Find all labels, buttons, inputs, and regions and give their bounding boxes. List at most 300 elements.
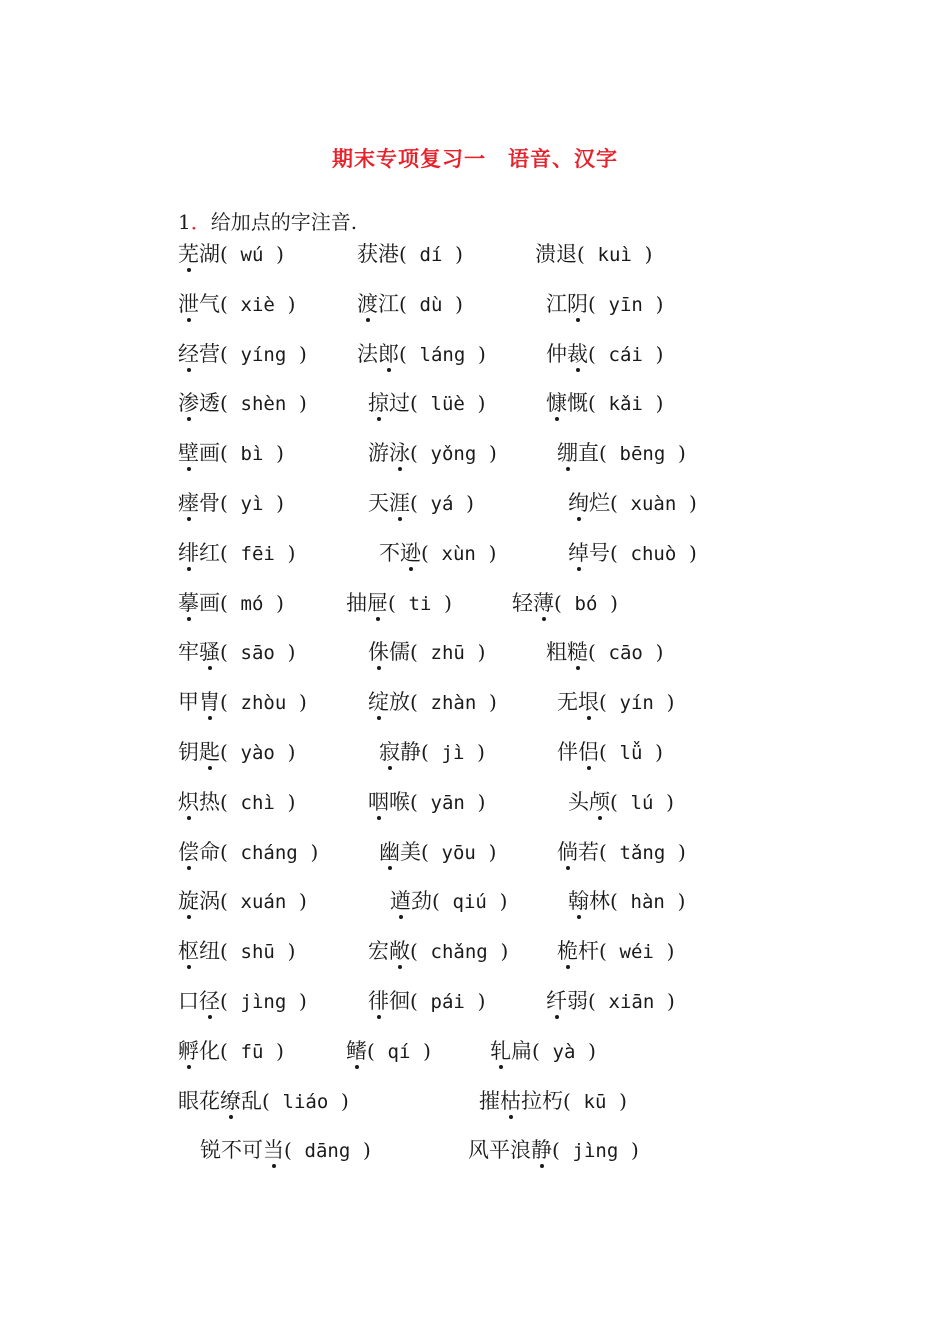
paren-close: ) xyxy=(676,491,697,515)
exercise-item xyxy=(368,389,485,418)
exercise-item xyxy=(379,539,496,568)
paren-close: ) xyxy=(464,391,486,416)
dotted-character: 绽 xyxy=(368,690,389,715)
paren-open: ( xyxy=(432,889,453,914)
exercise-item xyxy=(557,439,686,468)
dotted-character: 绷 xyxy=(557,441,578,466)
word xyxy=(557,840,599,864)
question-separator: ． xyxy=(190,210,211,234)
pinyin-answer: sāo xyxy=(240,642,275,665)
dotted-character: 渗 xyxy=(178,391,199,416)
paren-open: ( xyxy=(421,740,442,764)
word xyxy=(178,989,220,1013)
word xyxy=(178,1089,262,1113)
pinyin-answer: hàn xyxy=(630,891,665,914)
pinyin-answer: yá xyxy=(430,493,454,515)
word xyxy=(178,541,220,565)
dotted-character: 绯 xyxy=(178,540,199,565)
paren-open: ( xyxy=(262,1088,283,1113)
dotted-character: 徘 xyxy=(368,989,389,1013)
word xyxy=(512,591,554,615)
paren-open: ( xyxy=(410,640,431,665)
paren-close: ) xyxy=(475,839,497,864)
paren-close: ) xyxy=(464,789,486,814)
paren-open: ( xyxy=(220,291,241,316)
paren-close: ) xyxy=(286,889,307,914)
word xyxy=(357,292,399,316)
pinyin-answer: yín xyxy=(619,692,654,715)
dotted-character: 径 xyxy=(199,989,220,1013)
dotted-character: 绚 xyxy=(568,491,589,515)
word-suffix: 画 xyxy=(199,590,220,615)
exercise-item xyxy=(512,589,618,618)
paren-close: ) xyxy=(453,491,474,515)
exercise-item xyxy=(546,340,663,369)
word-prefix: 眼花 xyxy=(178,1088,220,1113)
word-prefix: 粗 xyxy=(546,640,567,665)
paren-close: ) xyxy=(476,690,497,715)
word-prefix: 抽 xyxy=(346,590,367,615)
exercise-item xyxy=(178,987,307,1016)
paren-close: ) xyxy=(350,1138,371,1163)
paren-open: ( xyxy=(399,242,420,266)
word-prefix: 甲 xyxy=(178,690,199,715)
paren-open: ( xyxy=(220,540,241,565)
word xyxy=(557,690,599,714)
word xyxy=(368,640,410,664)
word xyxy=(546,342,588,366)
exercise-item xyxy=(178,340,307,369)
word xyxy=(546,989,588,1013)
pinyin-answer: wéi xyxy=(619,941,654,964)
word xyxy=(546,640,588,664)
exercise-item xyxy=(379,838,496,867)
paren-open: ( xyxy=(399,291,420,316)
paren-open: ( xyxy=(220,391,241,416)
word-suffix: 林 xyxy=(589,889,610,914)
paren-open: ( xyxy=(599,441,620,466)
dotted-character: 翰 xyxy=(568,889,589,914)
dotted-character: 绰 xyxy=(568,540,589,565)
paren-close: ) xyxy=(475,540,497,565)
word xyxy=(368,491,410,515)
word xyxy=(178,740,220,764)
word xyxy=(557,939,599,963)
dotted-character: 裁 xyxy=(567,341,588,366)
word-suffix: 劲 xyxy=(411,889,432,914)
paren-open: ( xyxy=(588,341,609,366)
paren-open: ( xyxy=(410,789,431,814)
dotted-character: 瘗 xyxy=(178,491,199,515)
paren-close: ) xyxy=(654,989,675,1013)
word-suffix: 杆 xyxy=(578,939,599,964)
paren-close: ) xyxy=(286,341,307,366)
exercise-item xyxy=(479,1087,627,1116)
word xyxy=(357,342,399,366)
exercise-item xyxy=(557,738,663,767)
dotted-character: 枢 xyxy=(178,939,199,964)
word xyxy=(368,441,410,465)
pinyin-answer: qí xyxy=(387,1040,411,1063)
word-suffix: 若 xyxy=(578,839,599,864)
paren-close: ) xyxy=(286,690,307,715)
word-prefix: 口 xyxy=(178,989,199,1013)
pinyin-answer: dāng xyxy=(304,1140,351,1163)
word xyxy=(178,640,220,664)
word xyxy=(490,1039,532,1063)
word-suffix: 化 xyxy=(199,1038,220,1063)
word xyxy=(357,242,399,266)
dotted-character: 侏 xyxy=(368,640,389,665)
pinyin-answer: fēi xyxy=(240,542,275,565)
paren-close: ) xyxy=(653,690,675,715)
pinyin-answer: yōu xyxy=(441,841,476,864)
dotted-character: 摹 xyxy=(178,590,199,615)
paren-close: ) xyxy=(665,441,686,466)
pinyin-answer: lǚ xyxy=(619,742,643,764)
paren-open: ( xyxy=(552,1138,573,1163)
word-prefix: 仲 xyxy=(546,341,567,366)
pinyin-answer: lüè xyxy=(430,393,465,416)
exercise-item xyxy=(546,638,663,667)
paren-open: ( xyxy=(220,590,241,615)
paren-open: ( xyxy=(421,839,442,864)
pinyin-answer: kuì xyxy=(597,244,632,266)
exercise-item xyxy=(468,1136,639,1165)
paren-open: ( xyxy=(410,491,431,515)
question-text: 给加点的字注音. xyxy=(210,210,358,234)
word-prefix: 钥 xyxy=(178,740,199,764)
exercise-item xyxy=(346,589,452,618)
dotted-character: 掠 xyxy=(368,391,389,416)
paren-open: ( xyxy=(599,939,620,964)
word xyxy=(178,690,220,714)
paren-close: ) xyxy=(274,939,296,964)
word xyxy=(178,441,220,465)
paren-open: ( xyxy=(610,889,631,914)
word xyxy=(178,491,220,515)
paren-open: ( xyxy=(220,491,241,515)
word xyxy=(178,391,220,415)
word-prefix: 获 xyxy=(357,242,378,266)
word-suffix: 乱 xyxy=(241,1088,262,1113)
pinyin-answer: jìng xyxy=(240,991,287,1013)
word xyxy=(568,889,610,913)
paren-close: ) xyxy=(286,989,307,1013)
word-prefix: 不 xyxy=(379,540,400,565)
paren-close: ) xyxy=(606,1088,627,1113)
paren-close: ) xyxy=(263,491,284,515)
word-suffix: 直 xyxy=(578,441,599,466)
pinyin-answer: yì xyxy=(240,493,264,515)
word xyxy=(178,790,220,814)
paren-open: ( xyxy=(410,939,431,964)
word-suffix: 慨 xyxy=(567,391,588,416)
pinyin-answer: cháng xyxy=(240,841,298,864)
paren-close: ) xyxy=(664,889,686,914)
word xyxy=(379,740,421,764)
dotted-character: 孵 xyxy=(178,1038,199,1063)
word-suffix: 热 xyxy=(199,789,220,814)
pinyin-answer: liáo xyxy=(282,1090,329,1113)
exercise-item xyxy=(546,290,663,319)
dotted-character: 偿 xyxy=(178,839,199,864)
word xyxy=(178,591,220,615)
paren-open: ( xyxy=(410,989,431,1013)
exercise-item xyxy=(178,1087,349,1116)
word-suffix: 港 xyxy=(378,242,399,266)
word xyxy=(468,1138,552,1162)
paren-close: ) xyxy=(442,242,463,266)
dotted-character: 渡 xyxy=(357,291,378,316)
dotted-character: 桅 xyxy=(557,939,578,964)
word-suffix: 营 xyxy=(199,341,220,366)
dotted-character: 遒 xyxy=(390,889,411,914)
exercise-item xyxy=(546,987,675,1016)
paren-close: ) xyxy=(464,989,486,1013)
paren-close: ) xyxy=(665,839,686,864)
word-prefix: 锐不可 xyxy=(200,1138,263,1163)
pinyin-answer: mó xyxy=(240,592,264,615)
paren-close: ) xyxy=(263,1038,284,1063)
pinyin-answer: láng xyxy=(419,343,466,366)
pinyin-answer: xiān xyxy=(608,991,655,1013)
paren-close: ) xyxy=(410,1038,431,1063)
word-prefix: 法 xyxy=(357,341,378,366)
exercise-item xyxy=(178,290,295,319)
paren-close: ) xyxy=(642,291,664,316)
pinyin-answer: zhàn xyxy=(430,692,477,715)
paren-close: ) xyxy=(442,291,463,316)
paren-open: ( xyxy=(599,839,620,864)
word-prefix: 轻 xyxy=(512,590,533,615)
paren-open: ( xyxy=(421,540,442,565)
pinyin-answer: jì xyxy=(441,742,465,764)
paren-close: ) xyxy=(464,740,485,764)
exercise-item xyxy=(178,439,284,468)
word-suffix: 画 xyxy=(199,441,220,466)
exercise-item xyxy=(178,738,295,767)
paren-close: ) xyxy=(274,640,296,665)
dotted-character: 糙 xyxy=(567,640,588,665)
exercise-item xyxy=(535,240,652,269)
paren-close: ) xyxy=(263,441,284,466)
pinyin-answer: zhòu xyxy=(240,692,287,715)
word-suffix: 涡 xyxy=(199,889,220,914)
dotted-character: 垠 xyxy=(578,690,599,715)
paren-open: ( xyxy=(410,441,431,466)
pinyin-answer: chuò xyxy=(630,542,677,565)
exercise-item xyxy=(568,489,697,518)
word xyxy=(368,790,410,814)
word xyxy=(546,292,588,316)
paren-open: ( xyxy=(599,740,620,764)
paren-open: ( xyxy=(577,242,598,266)
word-prefix: 头 xyxy=(568,789,589,814)
word xyxy=(368,939,410,963)
paren-close: ) xyxy=(274,540,296,565)
word xyxy=(535,242,577,266)
dotted-character: 涯 xyxy=(389,491,410,515)
paren-open: ( xyxy=(588,989,609,1013)
exercise-item xyxy=(346,1037,431,1066)
exercise-item xyxy=(200,1136,371,1165)
exercise-item xyxy=(357,290,463,319)
exercise-item xyxy=(557,937,674,966)
pinyin-answer: shèn xyxy=(240,393,287,416)
paren-close: ) xyxy=(274,789,296,814)
word-prefix: 无 xyxy=(557,690,578,715)
pinyin-answer: qiú xyxy=(452,891,487,914)
word xyxy=(178,292,220,316)
paren-open: ( xyxy=(284,1138,305,1163)
paren-open: ( xyxy=(554,590,575,615)
pinyin-answer: xuàn xyxy=(630,493,677,515)
paren-open: ( xyxy=(610,491,631,515)
paren-close: ) xyxy=(274,740,296,764)
paren-close: ) xyxy=(631,242,653,266)
pinyin-answer: yān xyxy=(430,791,465,814)
word-suffix: 儒 xyxy=(389,640,410,665)
word-suffix: 放 xyxy=(389,690,410,715)
paren-open: ( xyxy=(220,242,241,266)
paren-close: ) xyxy=(653,939,675,964)
exercise-item xyxy=(390,887,507,916)
exercise-item xyxy=(357,240,463,269)
dotted-character: 当 xyxy=(263,1138,284,1163)
pinyin-answer: bēng xyxy=(619,443,666,466)
pinyin-answer: yíng xyxy=(240,343,287,366)
exercise-item xyxy=(178,489,284,518)
pinyin-answer: xuán xyxy=(240,891,287,914)
pinyin-answer: pái xyxy=(430,991,465,1013)
paren-close: ) xyxy=(642,341,664,366)
word xyxy=(568,790,610,814)
exercise-item xyxy=(178,838,318,867)
paren-close: ) xyxy=(642,640,664,665)
paren-close: ) xyxy=(464,640,486,665)
paren-open: ( xyxy=(563,1088,584,1113)
word-prefix: 宏 xyxy=(368,939,389,964)
exercise-item xyxy=(178,788,295,817)
word-suffix: 溃退 xyxy=(535,242,577,266)
paren-close: ) xyxy=(465,341,486,366)
paren-open: ( xyxy=(588,291,609,316)
word xyxy=(557,441,599,465)
paren-close: ) xyxy=(618,1138,639,1163)
paren-open: ( xyxy=(220,989,241,1013)
dotted-character: 骚 xyxy=(199,640,220,665)
pinyin-answer: fū xyxy=(240,1040,264,1063)
word-prefix: 江 xyxy=(546,291,567,316)
word xyxy=(368,989,410,1013)
exercise-item xyxy=(178,638,295,667)
dotted-character: 侣 xyxy=(578,740,599,764)
word xyxy=(568,491,610,515)
word-suffix: 透 xyxy=(199,391,220,416)
word xyxy=(178,1039,220,1063)
word-suffix: 烂 xyxy=(589,491,610,515)
exercise-item xyxy=(178,240,284,269)
exercise-item xyxy=(357,340,486,369)
paren-open: ( xyxy=(588,640,609,665)
word-suffix: 纽 xyxy=(199,939,220,964)
paren-open: ( xyxy=(220,740,241,764)
paren-close: ) xyxy=(642,740,663,764)
word-suffix: 号 xyxy=(589,540,610,565)
pinyin-answer: ti xyxy=(408,592,432,615)
pinyin-answer: dí xyxy=(419,244,443,266)
paren-open: ( xyxy=(220,889,241,914)
dotted-character: 薄 xyxy=(533,590,554,615)
paren-close: ) xyxy=(486,889,508,914)
paren-close: ) xyxy=(642,391,664,416)
paren-open: ( xyxy=(220,839,241,864)
word-suffix: 静 xyxy=(400,740,421,764)
pinyin-answer: xiè xyxy=(240,293,275,316)
pinyin-answer: yīn xyxy=(608,293,643,316)
exercise-item xyxy=(568,539,697,568)
dotted-character: 寂 xyxy=(379,740,400,764)
word-suffix: 命 xyxy=(199,839,220,864)
dotted-character: 缭 xyxy=(220,1088,241,1113)
paren-open: ( xyxy=(599,690,620,715)
paren-open: ( xyxy=(367,1038,388,1063)
dotted-character: 颅 xyxy=(589,789,610,814)
dotted-character: 郎 xyxy=(378,341,399,366)
word-prefix: 摧 xyxy=(479,1088,500,1113)
paren-close: ) xyxy=(487,939,509,964)
paren-close: ) xyxy=(676,540,697,565)
paren-open: ( xyxy=(532,1038,553,1063)
exercise-item xyxy=(368,788,485,817)
paren-close: ) xyxy=(575,1038,596,1063)
pinyin-answer: wú xyxy=(240,244,264,266)
word-prefix: 风平浪 xyxy=(468,1138,531,1163)
exercise-item xyxy=(490,1037,596,1066)
word-suffix: 过 xyxy=(389,391,410,416)
word xyxy=(346,1039,367,1063)
exercise-item xyxy=(368,489,474,518)
pinyin-answer: dù xyxy=(419,293,443,316)
exercise-item xyxy=(178,937,295,966)
pinyin-answer: chǎng xyxy=(430,941,488,964)
pinyin-answer: yào xyxy=(240,742,275,764)
paren-close: ) xyxy=(597,590,618,615)
paren-open: ( xyxy=(388,590,409,615)
pinyin-answer: bì xyxy=(240,443,264,466)
dotted-character: 泳 xyxy=(389,441,410,466)
paren-close: ) xyxy=(297,839,319,864)
page-title: 期末专项复习一 语音、汉字 xyxy=(332,146,618,171)
dotted-character: 泄 xyxy=(178,291,199,316)
dotted-character: 慷 xyxy=(546,391,567,416)
word-suffix: 美 xyxy=(400,839,421,864)
word xyxy=(178,840,220,864)
dotted-character: 胄 xyxy=(199,690,220,715)
exercise-item xyxy=(368,439,497,468)
exercise-item xyxy=(178,887,307,916)
dotted-character: 阴 xyxy=(567,291,588,316)
word xyxy=(178,889,220,913)
pinyin-answer: lú xyxy=(630,791,654,814)
word xyxy=(368,690,410,714)
pinyin-answer: chì xyxy=(240,791,275,814)
paren-close: ) xyxy=(653,789,674,814)
dotted-character: 倘 xyxy=(557,839,578,864)
word xyxy=(346,591,388,615)
dotted-character: 炽 xyxy=(178,789,199,814)
